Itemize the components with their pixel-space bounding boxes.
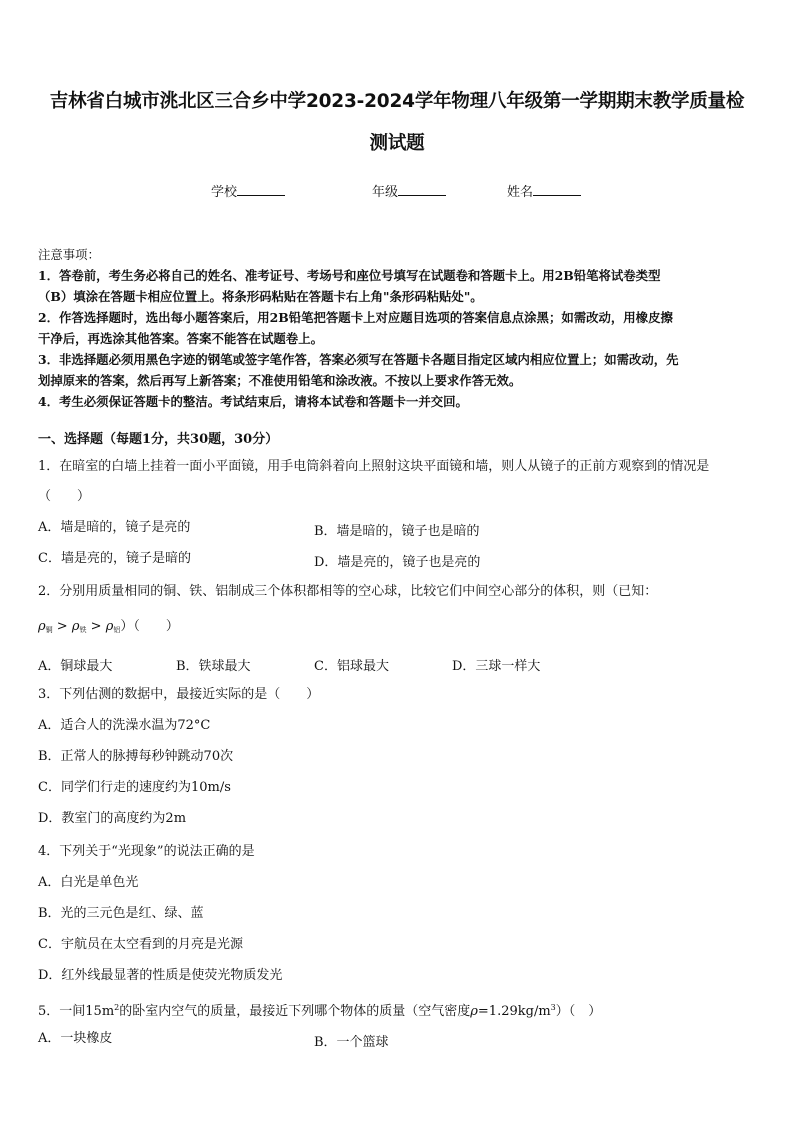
question-5-option-b[interactable]: B．一个篮球: [314, 1035, 389, 1050]
question-4-stem: 4．下列关于“光现象”的说法正确的是: [38, 844, 255, 859]
page-title-line1: 吉林省白城市洮北区三合乡中学2023-2024学年物理八年级第一学期期末教学质量检: [49, 91, 745, 112]
question-5-stem: 5．一间$15m^2$的卧室内空气的质量，最接近下列哪个物体的质量（空气密度$\rho=1.29kg/m^3$）（ ）: [38, 1003, 602, 1019]
notice-item: 1．答卷前，考生务必将自己的姓名、准考证号、考场号和座位号填写在试题卷和答题卡上。用2B铅笔将试卷类型: [38, 268, 661, 283]
question-1-paren: （ ）: [38, 489, 91, 504]
notice-item: 划掉原来的答案，然后再写上新答案；不准使用铅笔和涂改液。不按以上要求作答无效。: [38, 373, 522, 388]
question-3-option-d[interactable]: D．教室门的高度约为2m: [38, 811, 187, 826]
question-1-stem: 1．在暗室的白墙上挂着一面小平面镜，用手电筒斜着向上照射这块平面镜和墙，则人从镜子的正前方观察到的情况是: [38, 459, 710, 474]
notice-item: 2．作答选择题时，选出每小题答案后，用2B铅笔把答题卡上对应题目选项的答案信息点涂黑；如需改动，用橡皮擦: [38, 310, 673, 325]
page-title-line2: 测试题: [369, 133, 425, 154]
question-5-option-a[interactable]: A．一块橡皮: [38, 1031, 113, 1046]
question-2-stem: 2．分别用质量相同的铜、铁、铝制成三个体积都相等的空心球，比较它们中间空心部分的体积，则（已知：: [38, 584, 658, 599]
question-2-option-b[interactable]: B．铁球最大: [176, 659, 251, 674]
notice-item: 3．非选择题必须用黑色字迹的钢笔或签字笔作答，答案必须写在答题卡各题目指定区域内相应位置上；如需改动，先: [38, 352, 679, 367]
name-label: 姓名: [507, 185, 534, 200]
notice-item: （B）填涂在答题卡相应位置上。将条形码粘贴在答题卡右上角"条形码粘贴处"。: [38, 289, 483, 304]
question-3-option-b[interactable]: B．正常人的脉搏每秒钟跳动70次: [38, 749, 234, 764]
question-1-option-c[interactable]: C．墙是亮的，镜子是暗的: [38, 551, 191, 566]
question-1-option-d[interactable]: D．墙是亮的，镜子也是亮的: [314, 555, 481, 570]
question-4-option-c[interactable]: C．宇航员在太空看到的月亮是光源: [38, 937, 243, 952]
grade-blank[interactable]: [398, 184, 446, 196]
grade-label: 年级: [372, 185, 399, 200]
question-4-option-a[interactable]: A．白光是单色光: [38, 875, 139, 890]
school-label: 学校: [211, 185, 238, 200]
question-3-option-a[interactable]: A．适合人的洗澡水温为72°C: [38, 718, 211, 733]
question-1-option-a[interactable]: A．墙是暗的，镜子是亮的: [38, 520, 191, 535]
question-3-stem: 3．下列估测的数据中，最接近实际的是（ ）: [38, 687, 320, 702]
grade-field: [372, 181, 446, 200]
question-2-option-d[interactable]: D．三球一样大: [452, 659, 541, 674]
question-4-option-d[interactable]: D．红外线最显著的性质是使荧光物质发光: [38, 968, 283, 983]
name-blank[interactable]: [533, 184, 581, 196]
question-1-option-b[interactable]: B．墙是暗的，镜子也是暗的: [314, 524, 480, 539]
notice-block: [38, 244, 758, 412]
section-heading: 一、选择题（每题1分，共30题，30分）: [38, 432, 279, 447]
school-field: [211, 181, 285, 200]
school-blank[interactable]: [237, 184, 285, 196]
notice-heading: 注意事项：: [38, 247, 100, 262]
question-4-option-b[interactable]: B．光的三元色是红、绿、蓝: [38, 906, 204, 921]
question-2-option-c[interactable]: C．铝球最大: [314, 659, 389, 674]
notice-item: 4．考生必须保证答题卡的整洁。考试结束后，请将本试卷和答题卡一并交回。: [38, 394, 468, 409]
notice-item: 干净后，再选涂其他答案。答案不能答在试题卷上。: [38, 331, 323, 346]
question-3-option-c[interactable]: C．同学们行走的速度约为10m/s: [38, 780, 231, 795]
question-2-option-a[interactable]: A．铜球最大: [38, 659, 113, 674]
question-2-formula: $\rho_铜 > \rho_铁 > \rho_铝$）（ ）: [38, 619, 179, 634]
name-field: [507, 181, 581, 200]
